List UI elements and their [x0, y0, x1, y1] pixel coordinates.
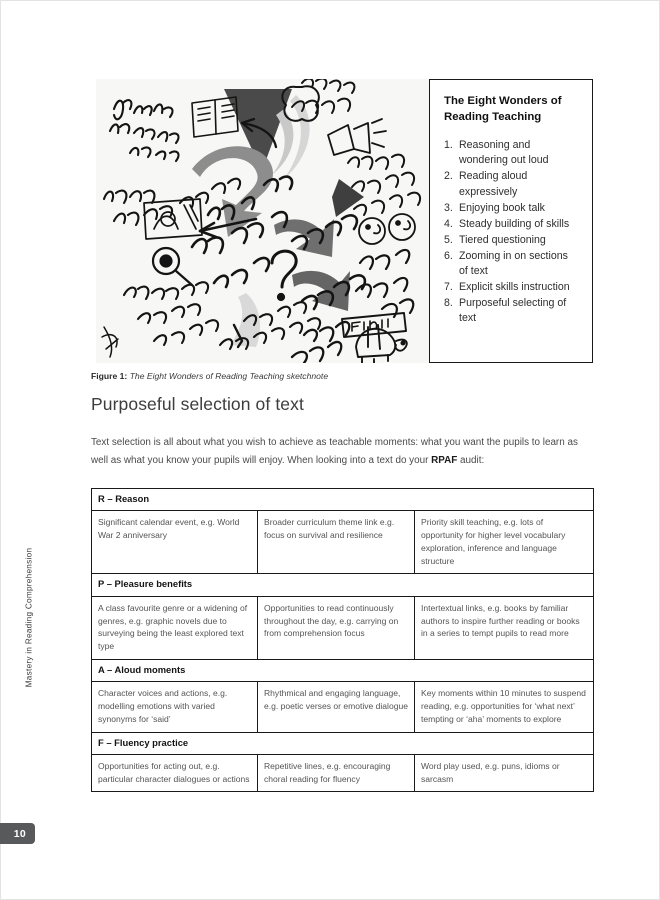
rpaf-emphasis: RPAF	[431, 454, 458, 466]
list-item-label: Explicit skills instruction	[459, 281, 570, 294]
table-cell: Intertextual links, e.g. books by familiar authors to inspire further reading or books in a series to tempt pupils to read more	[415, 596, 594, 659]
table-section-header: R – Reason	[92, 489, 594, 511]
list-item	[444, 249, 579, 280]
list-item-number: 4.	[444, 217, 453, 230]
figure-caption-text: The Eight Wonders of Reading Teaching sketchnote	[129, 371, 329, 381]
table-cell: A class favourite genre or a widening of genres, e.g. graphic novels due to surveying being the least explored text type	[92, 596, 258, 659]
list-item-label: Enjoying book talk	[459, 201, 545, 214]
list-item	[444, 169, 579, 200]
list-item-number: 2.	[444, 170, 453, 183]
figure-caption	[91, 371, 328, 381]
list-item-label: Reasoning and wondering out loud	[459, 139, 549, 167]
figure-1	[96, 79, 593, 363]
page-title: Purposeful selection of text	[91, 394, 304, 414]
list-item	[444, 201, 579, 216]
table-cell: Rhythmical and engaging language, e.g. poetic verses or emotive dialogue	[258, 682, 415, 732]
eight-wonders-sidebar-box	[429, 79, 593, 363]
table-cell: Opportunities to read continuously throughout the day, e.g. carrying on from comprehension focus	[258, 596, 415, 659]
sketchnote-drawing	[96, 79, 431, 363]
table-row	[92, 682, 594, 732]
table-row-header	[92, 732, 594, 754]
paragraph-text-part-2: audit:	[457, 454, 485, 466]
list-item	[444, 233, 579, 248]
table-row	[92, 596, 594, 659]
table-row	[92, 511, 594, 574]
paragraph-text-part-1: Text selection is all about what you wish to achieve as teachable moments: what you want the pupils to learn as well as what you know your pupils will enjoy. When looking into a text do your	[91, 437, 578, 466]
sketchnote-illustration	[96, 79, 431, 363]
table-section-header: P – Pleasure benefits	[92, 574, 594, 596]
list-item	[444, 217, 579, 232]
figure-caption-label: Figure 1:	[91, 371, 128, 381]
table-row	[92, 754, 594, 792]
list-item	[444, 138, 579, 169]
table-cell: Word play used, e.g. puns, idioms or sarcasm	[415, 754, 594, 792]
table-cell: Character voices and actions, e.g. modelling emotions with varied synonyms for ‘said’	[92, 682, 258, 732]
table-section-header: A – Aloud moments	[92, 659, 594, 681]
list-item-number: 6.	[444, 249, 453, 262]
table-cell: Repetitive lines, e.g. encouraging choral reading for fluency	[258, 754, 415, 792]
list-item-label: Purposeful selecting of text	[459, 297, 567, 325]
sidebar-title: The Eight Wonders of Reading Teaching	[444, 95, 562, 123]
list-item-label: Zooming in on sections of text	[459, 249, 568, 278]
table-cell: Key moments within 10 minutes to suspend reading, e.g. opportunities for ‘what next’ tempting or ‘aha’ moments to explore	[415, 682, 594, 732]
list-item	[444, 280, 579, 295]
list-item-number: 1.	[444, 139, 453, 151]
running-head: Mastery in Reading Comprehension	[24, 547, 34, 688]
sidebar-list	[444, 138, 579, 327]
table-cell: Broader curriculum theme link e.g. focus on survival and resilience	[258, 511, 415, 574]
list-item-label: Tiered questioning	[459, 233, 546, 246]
list-item-label: Steady building of skills	[459, 217, 570, 230]
table-row-header	[92, 489, 594, 511]
list-item-label: Reading aloud expressively	[459, 170, 528, 198]
table-section-header: F – Fluency practice	[92, 732, 594, 754]
table-cell: Significant calendar event, e.g. World War 2 anniversary	[92, 511, 258, 574]
list-item-number: 7.	[444, 281, 453, 294]
list-item-number: 5.	[444, 233, 453, 246]
table-cell: Opportunities for acting out, e.g. particular character dialogues or actions	[92, 754, 258, 792]
body-paragraph	[91, 434, 597, 469]
table-row-header	[92, 659, 594, 681]
table-row-header	[92, 574, 594, 596]
list-item-number: 3.	[444, 201, 453, 214]
list-item	[444, 296, 579, 327]
rpaf-audit-table	[91, 488, 594, 792]
list-item-number: 8.	[444, 297, 453, 310]
page-number-badge: 10	[0, 823, 35, 844]
table-cell: Priority skill teaching, e.g. lots of opportunity for higher level vocabulary exploration, inference and language structure	[415, 511, 594, 574]
